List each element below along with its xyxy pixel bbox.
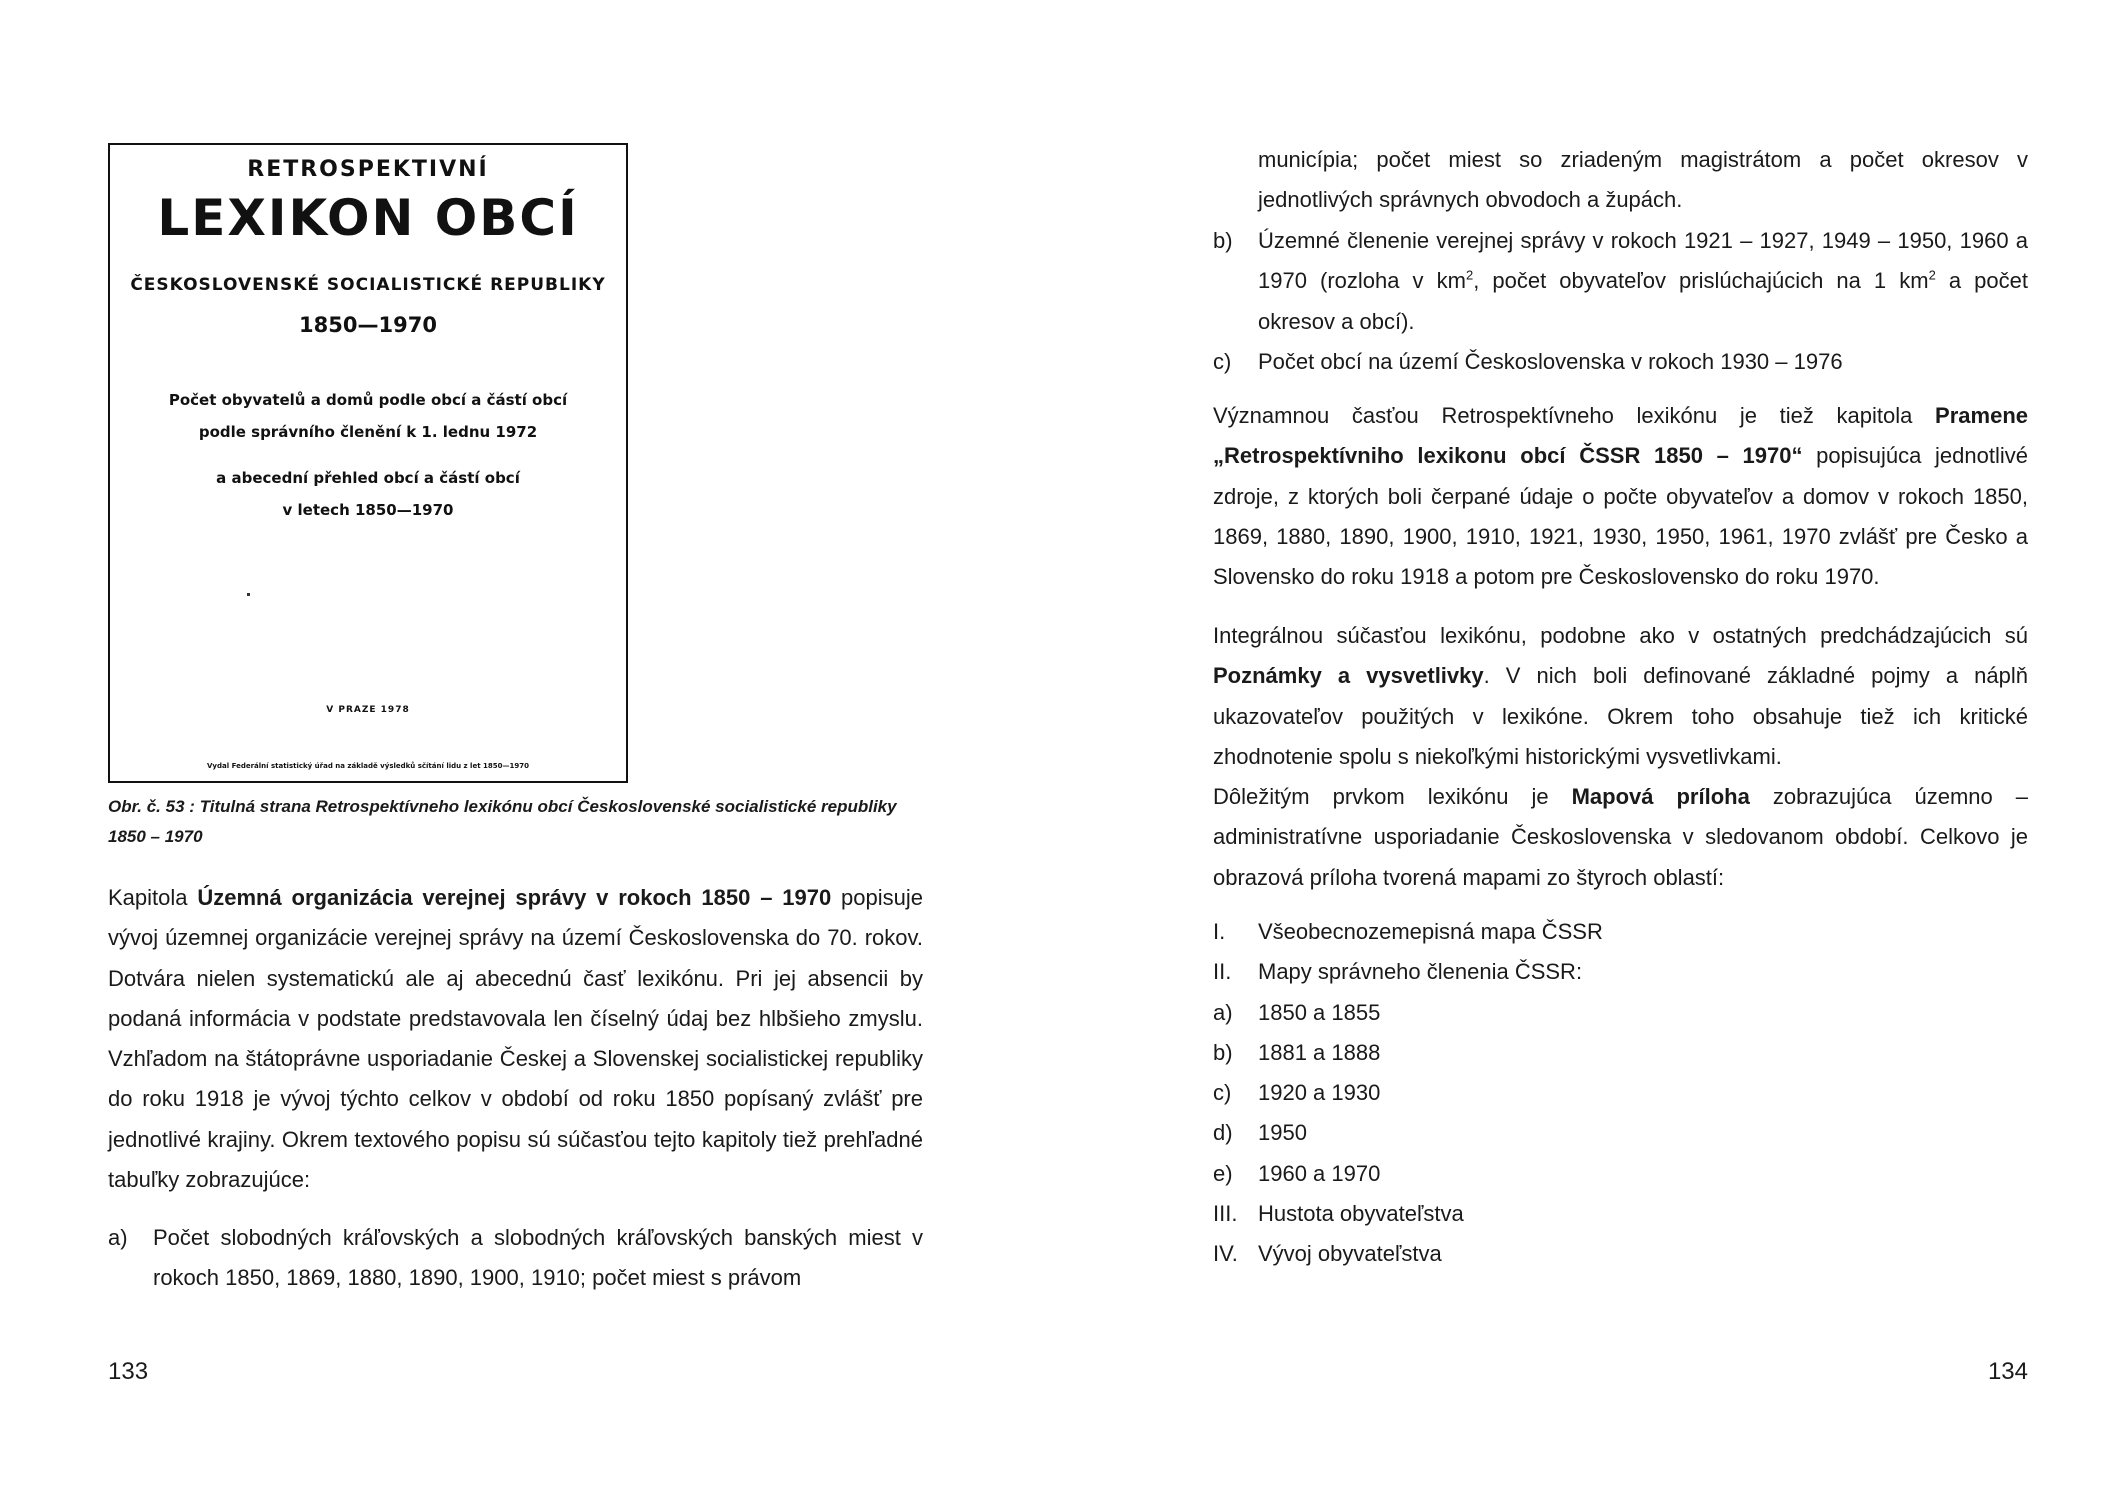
superscript: 2	[1465, 267, 1474, 283]
list-item	[1213, 1113, 2028, 1153]
cover-place: V PRAZE 1978	[326, 705, 410, 715]
paragraph-text: . V nich boli definované základné pojmy a náplň ukazovateľov použitých v lexikóne. Okrem toho obsahuje tiež ich kritické zhodnotenie spolu s niekoľkými historickými vysvetlivkami.	[1213, 663, 2028, 769]
cover-desc-2: podle správního členění k 1. lednu 1972	[198, 423, 538, 441]
cover-desc-1: Počet obyvatelů a domů podle obcí a částí obcí	[168, 391, 568, 409]
cover-desc-3: a abecední přehled obcí a částí obcí	[216, 469, 520, 487]
cover-speck	[247, 593, 250, 596]
paragraph-pramene	[1213, 396, 2028, 597]
paragraph-text: popisuje vývoj územnej organizácie verejnej správy na území Československa do 70. rokov. Dotvára nielen systematickú ale aj abecednú časť lexikónu. Pri jej absencii by podaná informácia v podstate predstavovala len číselný údaj bez hlbšieho zmyslu. Vzhľadom na štátoprávne usporiadanie Českej a Slovenskej socialistickej republiky do roku 1918 je vývoj týchto celkov v období od roku 1850 popísaný zvlášť pre jednotlivé krajiny. Okrem textového popisu sú súčasťou tejto kapitoly tiež prehľadné tabuľky zobrazujúce:	[108, 885, 923, 1193]
paragraph-text: Kapitola	[108, 885, 198, 910]
paragraph-mapova-priloha	[1213, 777, 2028, 898]
list-item-text: Všeobecnozemepisná mapa ČSSR	[1258, 919, 1603, 944]
list-item-text: Mapy správneho členenia ČSSR:	[1258, 959, 1583, 985]
list-item	[1213, 1154, 2028, 1194]
paragraph-text: Významnou časťou Retrospektívneho lexikónu je tiež kapitola	[1213, 403, 1936, 428]
list-item	[1213, 221, 2028, 342]
list-right-top	[1213, 221, 2028, 382]
list-item	[1213, 1033, 2028, 1073]
paragraph-text: Integrálnou súčasťou lexikónu, podobne ako v ostatných predchádzajúcich sú	[1213, 623, 2028, 648]
list-marker: b)	[1213, 1039, 1233, 1065]
left-page	[108, 0, 923, 1500]
list-marker: c)	[1213, 348, 1232, 374]
list-map-sections	[1213, 912, 2028, 1275]
list-marker: IV.	[1213, 1241, 1238, 1267]
list-item-text-part: a počet okresov a obcí).	[1258, 268, 2029, 334]
list-item	[1213, 912, 2028, 952]
list-marker: a)	[1213, 999, 1233, 1025]
paragraph-bold-text: Územná organizácia verejnej správy v rokoch 1850 – 1970	[197, 885, 832, 910]
figure-caption: Obr. č. 53 : Titulná strana Retrospektívneho lexikónu obcí Československé socialistické republiky 1850 – 1970	[108, 797, 897, 846]
list-item-text-part: Územné členenie verejnej správy v rokoch 1921 – 1927, 1949 – 1950, 1960 a 1970 (rozloha v km	[1258, 228, 2028, 294]
list-item	[108, 1218, 923, 1299]
list-item-text	[1258, 221, 2028, 342]
list-marker: c)	[1213, 1080, 1232, 1106]
cover-years: 1850—1970	[299, 313, 437, 337]
list-item-text: 1850 a 1855	[1258, 999, 1381, 1025]
cover-desc-4: v letech 1850—1970	[282, 501, 454, 519]
paragraph-bold-text: Mapová príloha	[1571, 784, 1750, 810]
list-item	[1213, 1194, 2028, 1234]
list-marker: a)	[108, 1225, 128, 1250]
right-page	[1213, 0, 2028, 1500]
list-marker: III.	[1213, 1201, 1238, 1227]
paragraph-text: Dôležitým prvkom lexikónu je	[1213, 784, 1572, 810]
list-item	[1213, 993, 2028, 1033]
list-marker: d)	[1213, 1120, 1233, 1146]
list-item	[1213, 342, 2028, 382]
list-marker: b)	[1213, 228, 1233, 253]
cover-title: LEXIKON OBCÍ	[157, 189, 579, 247]
list-item-text: Vývoj obyvateľstva	[1258, 1241, 1442, 1267]
page-number: 133	[108, 1358, 149, 1385]
paragraph-poznamky	[1213, 616, 2028, 777]
list-marker: I.	[1213, 919, 1226, 944]
cover-footer: Vydal Federální statistický úřad na základě výsledků sčítání lidu z let 1850—1970	[207, 762, 529, 770]
list-continuation: municípia; počet miest so zriadeným magistrátom a počet okresov v jednotlivých správnych obvodoch a župách.	[1258, 147, 2028, 213]
cover-subtitle: ČESKOSLOVENSKÉ SOCIALISTICKÉ REPUBLIKY	[130, 275, 606, 295]
paragraph-bold-text: Pramene „Retrospektívniho lexikonu obcí ČSSR 1850 – 1970“	[1213, 403, 2028, 469]
paragraph-text: zobrazujúca územno – administratívne usporiadanie Československa v sledovanom období. Celkovo je obrazová príloha tvorená mapami zo štyroch oblastí:	[1213, 784, 2029, 890]
paragraph-group	[1213, 616, 2028, 898]
list-marker: e)	[1213, 1160, 1233, 1186]
book-cover-image	[108, 143, 628, 783]
list-left	[108, 1218, 923, 1299]
paragraph-text: popisujúca jednotlivé zdroje, z ktorých boli čerpané údaje o počte obyvateľov a domov v rokoch 1850, 1869, 1880, 1890, 1900, 1910, 1921, 1930, 1950, 1961, 1970 zvlášť pre Česko a Slovensko do roku 1918 a potom pre Československo do roku 1970.	[1213, 443, 2028, 590]
page-number: 134	[1987, 1358, 2028, 1385]
paragraph-bold-text: Poznámky a vysvetlivky	[1213, 663, 1484, 689]
list-item-text: 1920 a 1930	[1258, 1080, 1381, 1106]
list-item	[1213, 1073, 2028, 1113]
list-item-text: Počet obcí na území Československa v rokoch 1930 – 1976	[1258, 348, 1843, 374]
superscript: 2	[1928, 267, 1936, 283]
list-item	[1213, 1234, 2028, 1274]
list-item	[1213, 952, 2028, 992]
list-marker: II.	[1213, 959, 1232, 985]
cover-line-retrospektivni: RETROSPEKTIVNÍ	[247, 157, 489, 182]
list-item-text: 1960 a 1970	[1258, 1160, 1381, 1186]
list-item-text: Hustota obyvateľstva	[1258, 1201, 1464, 1227]
list-item-text-part: , počet obyvateľov prislúchajúcich na 1 km	[1473, 268, 1929, 294]
paragraph-uzemna-organizacia	[108, 878, 923, 1200]
list-item-text: 1950	[1258, 1120, 1307, 1146]
list-item-text: Počet slobodných kráľovských a slobodných kráľovských banských miest v rokoch 1850, 1869, 1880, 1890, 1900, 1910; počet miest s právom	[153, 1225, 923, 1291]
list-item-text: 1881 a 1888	[1258, 1039, 1381, 1065]
